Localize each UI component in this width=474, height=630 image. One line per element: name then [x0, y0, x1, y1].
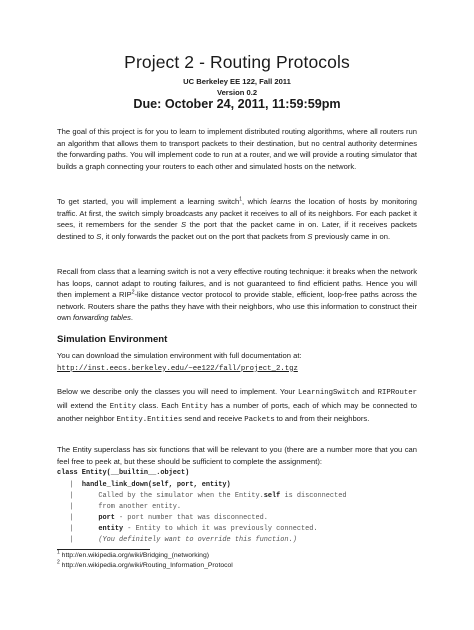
- code-doc-line: | port - port number that was disconnected.: [69, 514, 268, 522]
- footnote-ref-1: 1: [239, 196, 242, 203]
- section-heading: Simulation Environment: [57, 334, 168, 345]
- footnote-1: $^1$ http://en.wikipedia.org/wiki/Bridging_(networking): [57, 549, 210, 559]
- footnote-divider: [57, 549, 150, 550]
- code-doc-line: | (You definitely want to override this function.): [69, 536, 297, 544]
- download-link[interactable]: http://inst.eecs.berkeley.edu/~ee122/fall/project_2.tgz: [57, 364, 298, 373]
- code-class-line: class Entity(__builtin__.object): [57, 469, 190, 477]
- learning-switch-paragraph: To get started, you will implement a learning switch$^1$, which learns the location of hosts by monitoring traffic. At first, the switch simply broadcasts any packet it receives to all of its neighbors. For each packet it sees, it remembers for the sender S the port that the packet came in on. Later, if it receives packets destined to S, it only forwards the packet out on the port that packets from S previously came in on.: [57, 196, 417, 241]
- course-line: UC Berkeley EE 122, Fall 2011: [183, 77, 291, 86]
- code-doc-line: | from another entity.: [69, 503, 182, 511]
- version-line: Version 0.2: [216, 88, 258, 97]
- footnote-ref-2: 2: [131, 289, 135, 296]
- download-paragraph: You can download the simulation environment with full documentation at: http://inst.eecs.berkeley.edu/~ee122/fall/project_2.tgz: [57, 351, 302, 373]
- code-method-line: | handle_link_down(self, port, entity): [69, 481, 231, 489]
- due-date: Due: October 24, 2011, 11:59:59pm: [133, 97, 341, 111]
- entity-paragraph: The Entity superclass has six functions that will be relevant to you (there are a number more that you can feel free to peek at, but these should be sufficient to complete the assignment):: [57, 445, 417, 466]
- intro-paragraph: The goal of this project is for you to learn to implement distributed routing algorithms, where all routers run an algorithm that allows them to transport packets to their destination, but no central authority determines the forwarding paths. You will implement code to run at a router, and we will provide a routing simulator that builds a graph connecting your routers to each other and simulated hosts on the network.: [57, 127, 417, 171]
- code-doc-line: | entity - Entity to which it was previously connected.: [69, 525, 318, 533]
- recall-paragraph: Recall from class that a learning switch is not a very effective routing technique: it breaks when the network has loops, cannot adapt to routing failures, and is not guaranteed to find efficient paths. Hence you will then implement a RIP$^2$-like distance vector protocol to provide stable, efficient, loop-free paths across the network. Routers share the paths they have with their neighbors, who use this information to construct their own forwarding tables.: [57, 267, 417, 323]
- code-doc-line: | Called by the simulator when the Entity.self is disconnected: [69, 492, 347, 500]
- classes-paragraph: Below we describe only the classes you will need to implement. Your LearningSwitch and RIPRouter will extend the Entity class. Each Entity has a number of ports, each of which may be connected to another neighbor Entity.Entities send and receive Packets to and from their neighbors.: [57, 387, 418, 425]
- footnote-2: $^2$ http://en.wikipedia.org/wiki/Routing_Information_Protocol: [57, 559, 233, 569]
- page-title: Project 2 - Routing Protocols: [124, 52, 350, 72]
